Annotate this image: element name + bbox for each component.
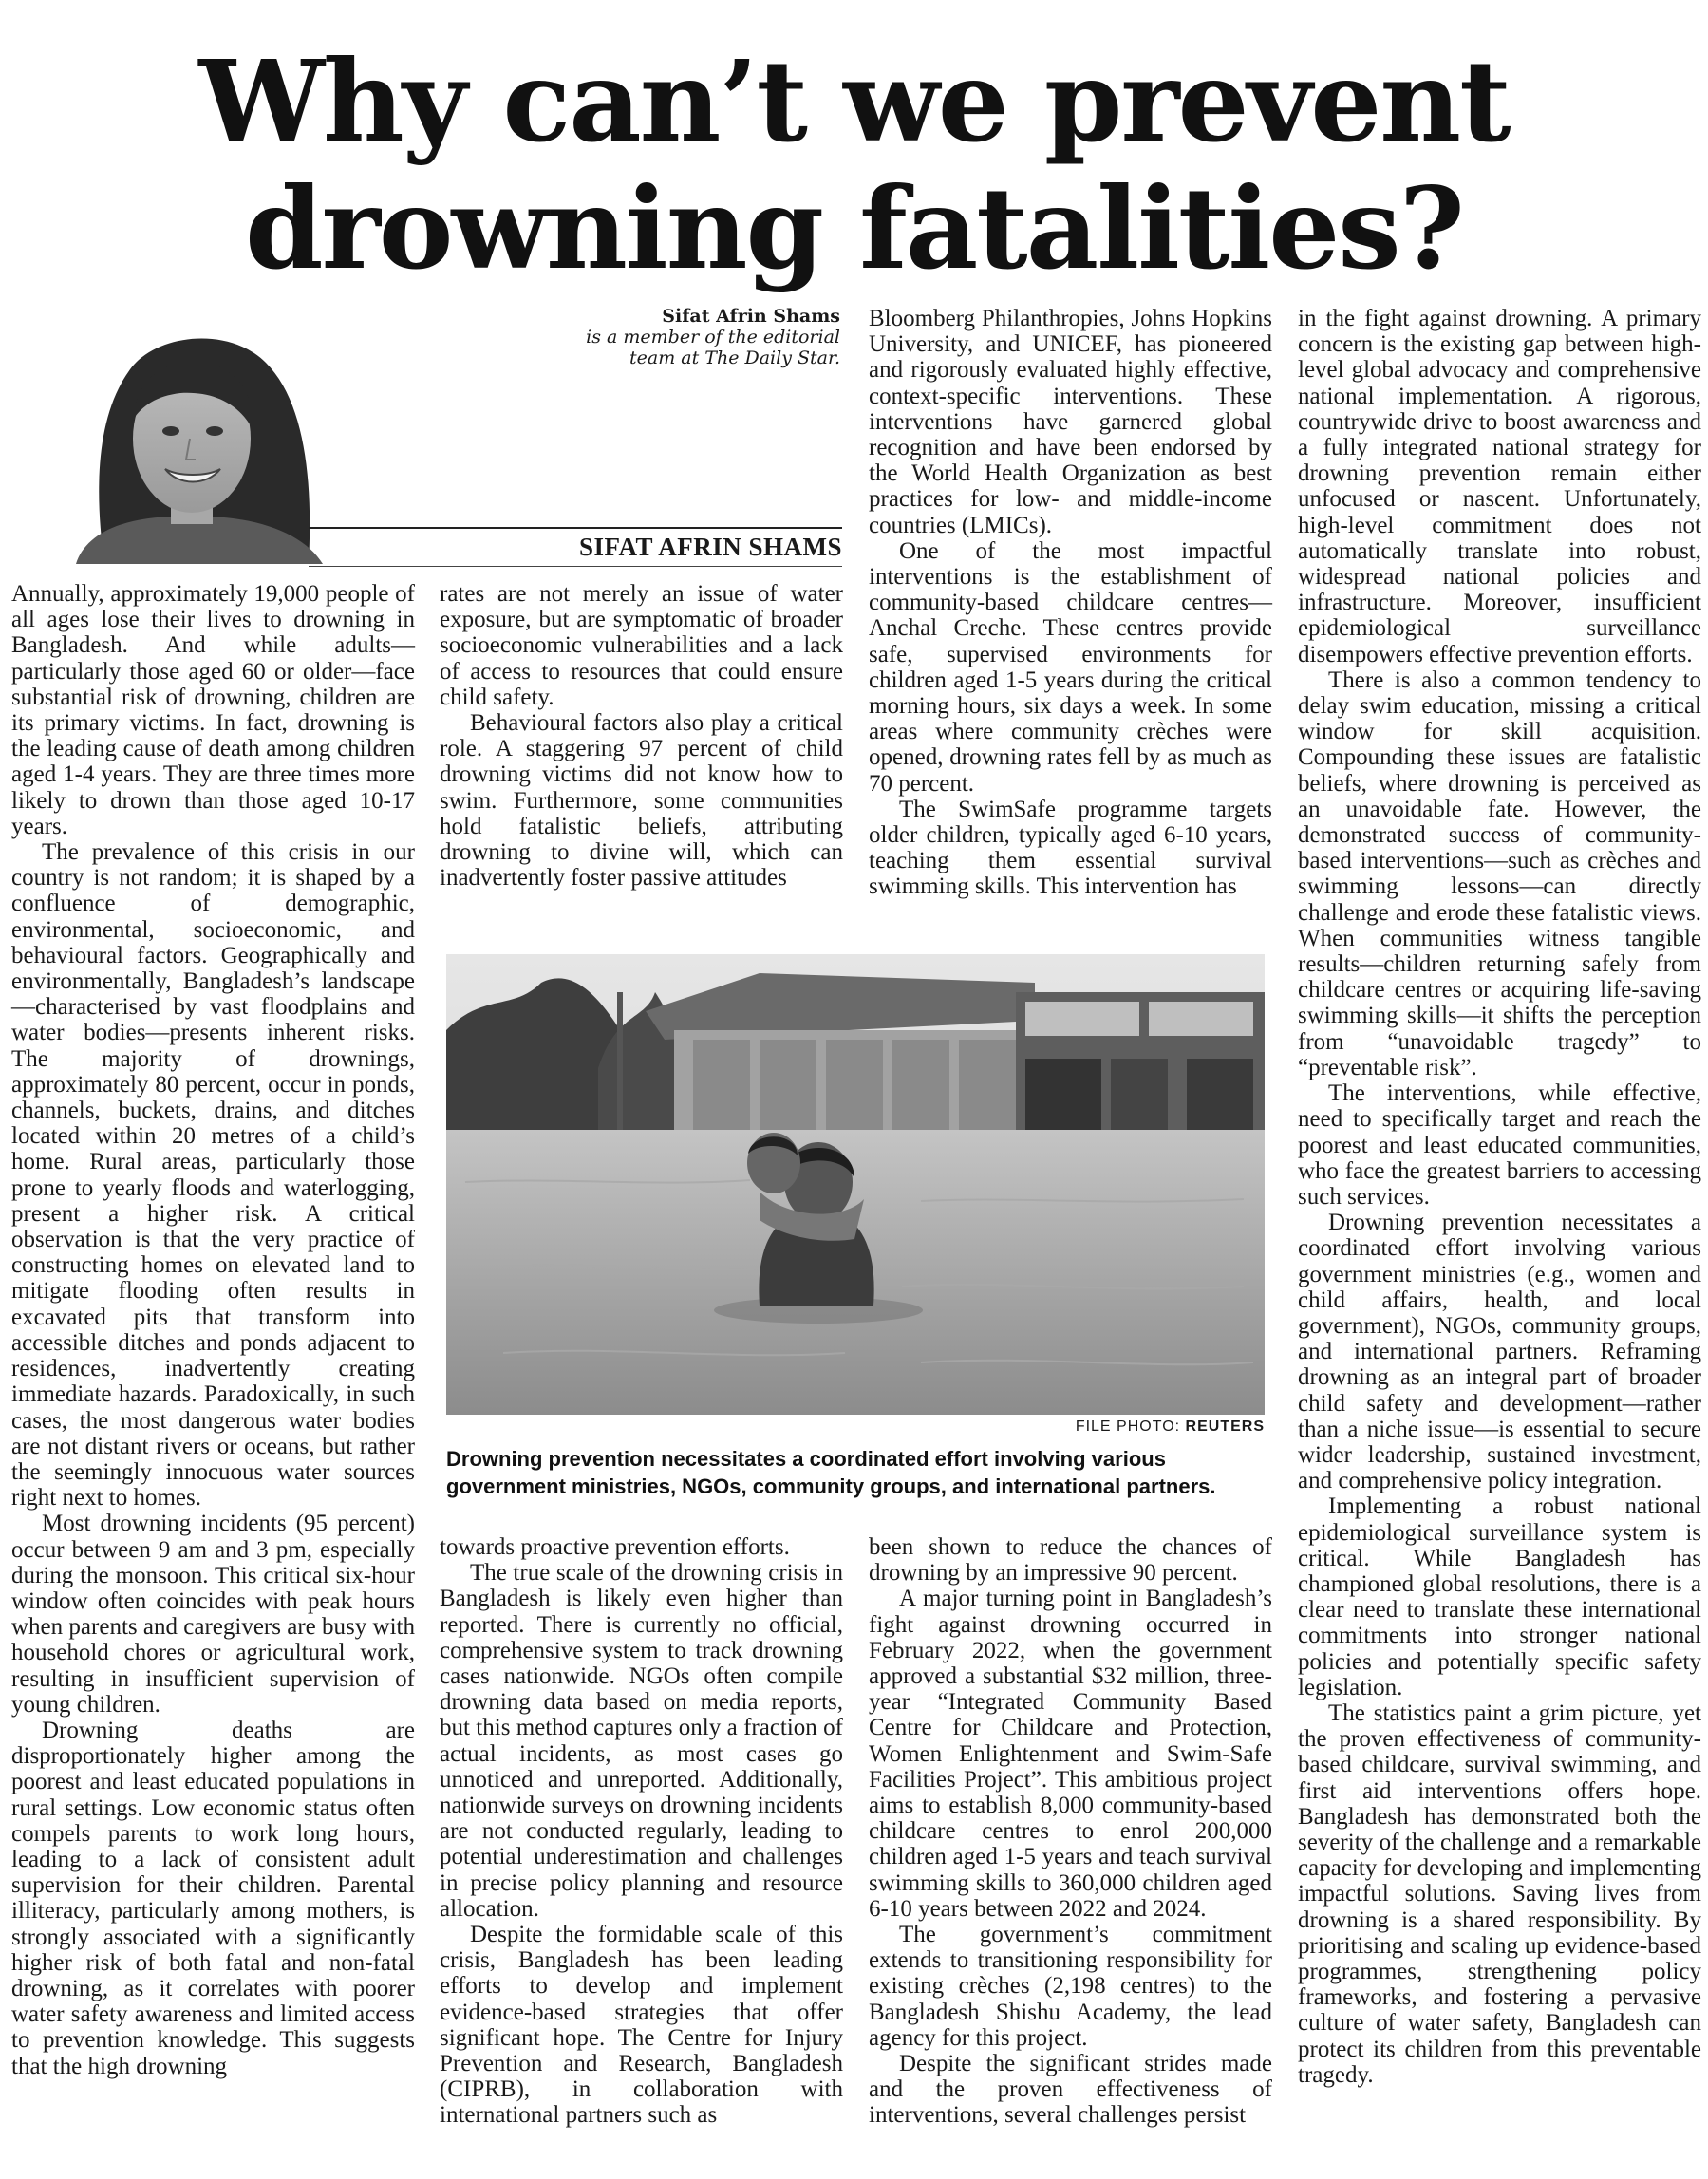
paragraph: There is also a common tendency to delay swim education, missing a critical window for skill acquisition. Compounding these issues are fatalistic beliefs, where drowning is perceived as an unavoidable fate. However, the demonstrated success of community-based interventions—such as crèches and swimming lessons—can directly challenge and erode these fatalistic views. When communities witness tangible results—children returning safely from childcare centres or acquiring life-saving swimming skills—it shifts the perception from “unavoidable tragedy” to “preventable risk”. [1298,667,1701,1080]
paragraph: Despite the formidable scale of this crisis, Bangladesh has been leading efforts to develop and implement evidence-based strategies that offer significant hope. The Centre for Injury Prevention and Research, Bangladesh (CIPRB), in collaboration with international partners such as [440,1922,843,2129]
headline-line-2: drowning fatalities? [245,162,1463,294]
column-3-bottom [869,1534,1272,2129]
byline-rule-bottom [309,566,842,567]
flood-photo [446,954,1265,1415]
headline-line-1: Why can’t we prevent [198,35,1510,167]
byline-description-2: team at The Daily Star. [629,348,840,368]
column-2-top [440,581,843,891]
paragraph: The prevalence of this crisis in our country is not random; it is shaped by a confluence of demographic, environmental, socioeconomic, and behavioural factors. Geographically and environmentally, Bangladesh’s landscape—characterised by vast floodplains and water bodies—presents inherent risks. The majority of drownings, approximately 80 percent, occur in ponds, channels, buckets, drains, and ditches located within 20 metres of a child’s home. Rural areas, particularly those prone to yearly floods and waterlogging, present a higher risk. A critical observation is that the very practice of constructing homes on elevated land to mitigate flooding often results in excavated pits that transform into accessible ditches and ponds adjacent to residences, inadvertently creating immediate hazards. Paradoxically, in such cases, the most dangerous water bodies are not distant rivers or oceans, but rather the seemingly innocuous water sources right next to homes. [11,839,415,1512]
paragraph: The true scale of the drowning crisis in Bangladesh is likely even higher than reported. There is currently no official, comprehensive system to track drowning cases nationwide. NGOs often compile drowning data based on media reports, but this method captures only a fraction of actual incidents, as most cases go unnoticed and unreported. Additionally, nationwide surveys on drowning incidents are not conducted regularly, leading to potential underestimation and challenges in precise policy planning and resource allocation. [440,1560,843,1922]
byline-rule [309,527,842,529]
paragraph: Annually, approximately 19,000 people of all ages lose their lives to drowning in Bangladesh. And while adults—particularly those aged 60 or older—face substantial risk of drowning, children are its primary victims. In fact, drowning is the leading cause of death among children aged 1-4 years. They are three times more likely to drown than those aged 10-17 years. [11,581,415,839]
paragraph: Drowning prevention necessitates a coordinated effort involving various government ministries (e.g., women and child affairs, health, and local government), NGOs, community groups, and international partners. Reframing drowning as an integral part of broader child safety and development—rather than a niche issue—is essential to secure wider leadership, sustained investment, and comprehensive policy integration. [1298,1210,1701,1494]
paragraph: Bloomberg Philanthropies, Johns Hopkins University, and UNICEF, has pioneered and rigorously evaluated highly effective, context-specific interventions. These interventions have garnered global recognition and have been endorsed by the World Health Organization as best practices for low- and middle-income countries (LMICs). [869,306,1272,538]
paragraph: Implementing a robust national epidemiological surveillance system is critical. While Bangladesh has championed global resolutions, there is a clear need to translate these international commitments into stronger national policies and potentially specific safety legislation. [1298,1493,1701,1700]
paragraph: The interventions, while effective, need to specifically target and reach the poorest and least educated communities, who face the greatest barriers to accessing such services. [1298,1080,1701,1210]
paragraph: The statistics paint a grim picture, yet the proven effectiveness of community-based childcare, survival swimming, and first aid interventions offers hope. Bangladesh has demonstrated both the severity of the challenge and a remarkable capacity for developing and implementing impactful solutions. Saving lives from drowning is a shared responsibility. By prioritising and scaling up evidence-based programmes, strengthening policy frameworks, and fostering a pervasive culture of water safety, Bangladesh can protect its children from this preventable tragedy. [1298,1700,1701,2088]
photo-caption [446,1445,1272,1500]
byline-description-1: is a member of the editorial [586,327,840,348]
paragraph: towards proactive prevention efforts. [440,1534,790,1560]
column-2-bottom [440,1534,843,2129]
column-1 [11,581,415,2079]
paragraph: The SwimSafe programme targets older children, typically aged 6-10 years, teaching them essential survival swimming skills. This intervention has [869,796,1272,900]
paragraph: been shown to reduce the chances of drowning by an impressive 90 percent. [869,1534,1272,1587]
column-4 [1298,306,1701,2088]
byline-name-caps: SIFAT AFRIN SHAMS [578,533,842,561]
author-portrait [38,306,342,564]
paragraph: A major turning point in Bangladesh’s fight against drowning occurred in February 2022, when the government approved a substantial $32 million, three-year “Integrated Community Based Centre for Childcare and Protection, Women Enlightenment and Swim-Safe Facilities Project”. This ambitious project aims to establish 8,000 community-based childcare centres to enrol 200,000 children aged 1-5 years and teach survival swimming skills to 360,000 children aged 6-10 years between 2022 and 2024. [869,1586,1272,1922]
paragraph: Drowning deaths are disproportionately higher among the poorest and least educated populations in rural settings. Low economic status often compels parents to work long hours, leading to a lack of consistent adult supervision for their children. Parental illiteracy, particularly among mothers, is strongly associated with a significantly higher risk of both fatal and non-fatal drowning, as it correlates with poorer water safety awareness and limited access to prevention knowledge. This suggests that the high drowning [11,1717,415,2079]
paragraph: rates are not merely an issue of water exposure, but are symptomatic of broader socioeconomic vulnerabilities and a lack of access to resources that could ensure child safety. [440,581,843,710]
headline [0,35,1708,294]
paragraph: Behavioural factors also play a critical role. A staggering 97 percent of child drowning victims did not know how to swim. Furthermore, some communities hold fatalistic beliefs, attributing drowning to divine will, which can inadvertently foster passive attitudes [440,710,843,892]
byline-meta [427,306,840,368]
photo-credit-source: REUTERS [1185,1418,1265,1435]
column-3-top [869,306,1272,900]
photo-caption-line-2: government ministries, NGOs, community groups, and international partners. [446,1475,1216,1498]
paragraph: The government’s commitment extends to transitioning responsibility for existing crèches (2,198 centres) to the Bangladesh Shishu Academy, the lead agency for this project. [869,1922,1272,2051]
photo-credit [949,1418,1265,1436]
paragraph: One of the most impactful interventions is the establishment of community-based childcare centres—Anchal Creche. These centres provide safe, supervised environments for children aged 1-5 years during the critical morning hours, six days a week. In some areas where community crèches were opened, drowning rates fell by as much as 70 percent. [869,537,1272,797]
paragraph: in the fight against drowning. A primary concern is the existing gap between high-level global advocacy and comprehensive national implementation. A rigorous, countrywide drive to boost awareness and a fully integrated national strategy for drowning prevention remain either unfocused or nascent. Unfortunately, high-level commitment does not automatically translate into robust, widespread national policies and infrastructure. Moreover, insufficient epidemiological surveillance disempowers effective prevention efforts. [1298,306,1701,667]
byline-author-name: Sifat Afrin Shams [662,306,840,327]
photo-caption-line-1: Drowning prevention necessitates a coordinated effort involving various [446,1447,1166,1471]
paragraph: Most drowning incidents (95 percent) occur between 9 am and 3 pm, especially during the monsoon. This critical six-hour window often coincides with peak hours when parents and caregivers are busy with household chores or agricultural work, resulting in insufficient supervision of young children. [11,1511,415,1718]
photo-credit-prefix: FILE PHOTO: [1075,1418,1186,1435]
paragraph: Despite the significant strides made and the proven effectiveness of interventions, several challenges persist [869,2051,1272,2129]
